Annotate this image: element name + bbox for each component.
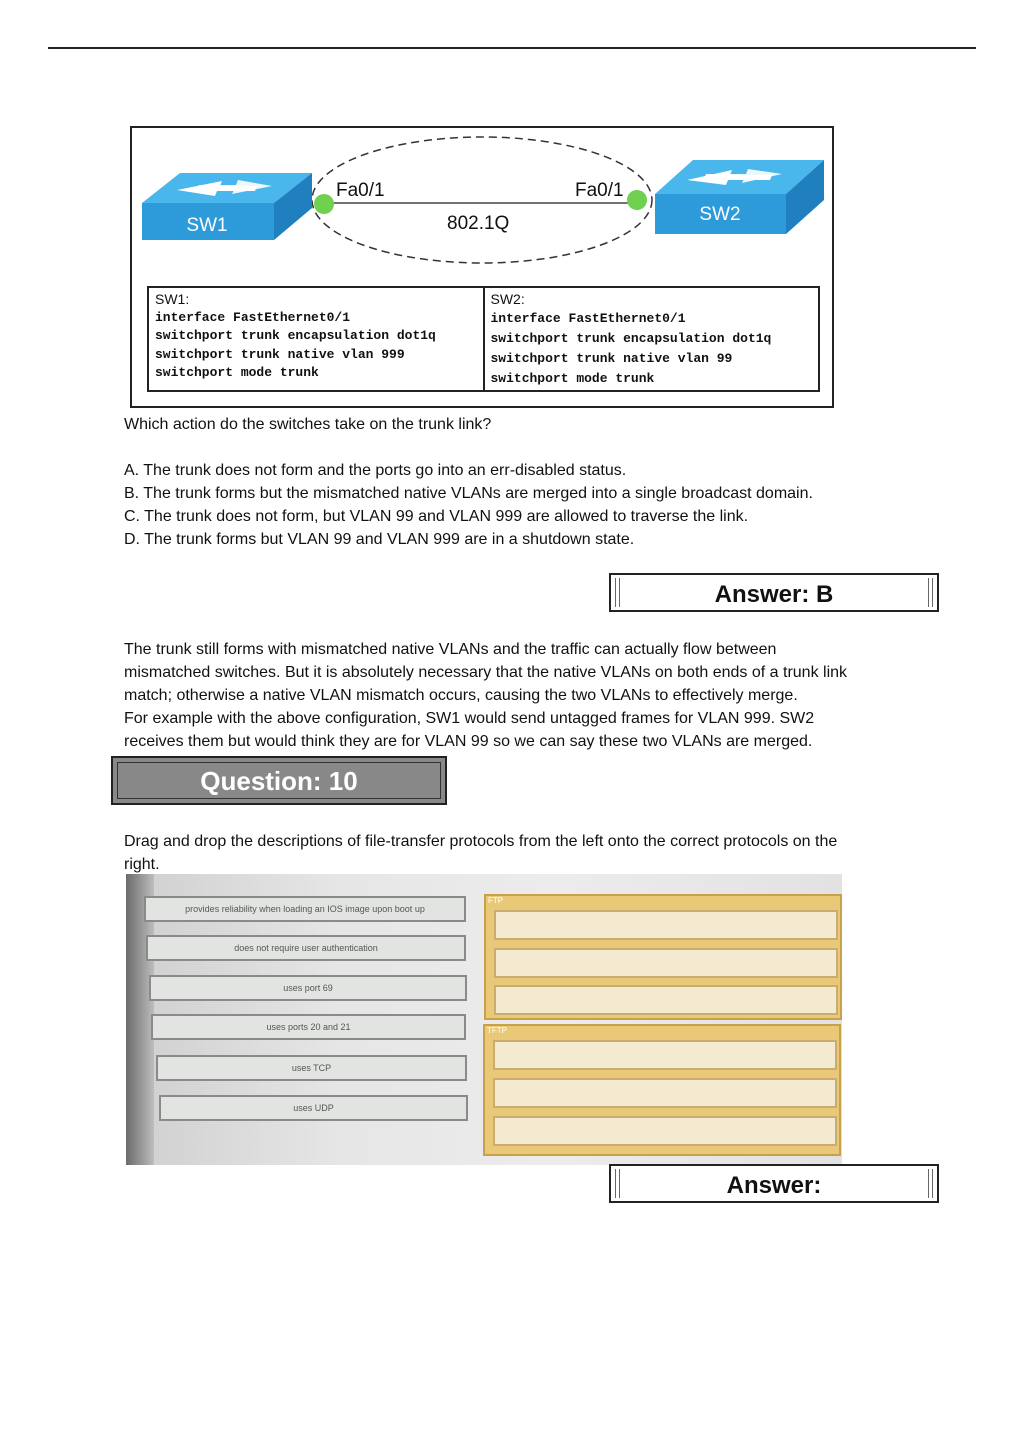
- ftp-zone-label: FTP: [488, 896, 504, 905]
- link-protocol-label: 802.1Q: [447, 213, 510, 234]
- sw1-config-line: switchport trunk native vlan 999: [155, 346, 405, 362]
- sw2-config-line: switchport trunk encapsulation dot1q: [490, 330, 772, 346]
- sw2-label: SW2: [699, 204, 741, 225]
- drop-slot: [494, 948, 838, 978]
- option-c: C. The trunk does not form, but VLAN 99 and VLAN 999 are allowed to traverse the link.: [124, 508, 749, 525]
- port-left-label: Fa0/1: [336, 180, 385, 201]
- drop-slot: [494, 910, 838, 940]
- answer-box: [609, 573, 939, 612]
- explanation-line: mismatched switches. But it is absolutely necessary that the native VLANs on both ends of a trunk link: [124, 664, 848, 681]
- sw2-config-line: switchport mode trunk: [490, 370, 655, 386]
- explanation-line: The trunk still forms with mismatched native VLANs and the traffic can actually flow between: [124, 641, 777, 658]
- sw1-config-line: switchport trunk encapsulation dot1q: [155, 328, 436, 343]
- drop-slot: [493, 1116, 837, 1146]
- tftp-zone-label: TFTP: [487, 1026, 507, 1035]
- drag-instruction-line: right.: [124, 856, 160, 873]
- sw1-label: SW1: [186, 215, 228, 236]
- drag-instructions: [124, 830, 934, 876]
- drop-slot: [493, 1078, 837, 1108]
- topology-drawing: [132, 128, 832, 288]
- description-item: uses ports 20 and 21: [151, 1014, 466, 1040]
- tftp-drop-zone: [483, 1024, 841, 1156]
- sw1-config-title: SW1:: [155, 291, 190, 307]
- header-rule: [48, 47, 976, 49]
- option-b: B. The trunk forms but the mismatched native VLANs are merged into a single broadcast domain.: [124, 485, 813, 502]
- sw1-config-line: switchport mode trunk: [155, 365, 319, 380]
- question-number-banner: [111, 756, 447, 805]
- question-number: Question: 10: [200, 766, 358, 796]
- sw1-port-dot: [314, 194, 334, 214]
- answer-label: Answer: B: [714, 581, 834, 608]
- option-d: D. The trunk forms but VLAN 99 and VLAN 999 are in a shutdown state.: [124, 531, 635, 548]
- port-right-label: Fa0/1: [575, 180, 624, 201]
- sw2-config-line: interface FastEthernet0/1: [490, 310, 686, 326]
- sw2-port-dot: [627, 190, 647, 210]
- drag-instruction-line: Drag and drop the descriptions of file-transfer protocols from the left onto the correct protocols on the: [124, 833, 838, 850]
- sw2-config-title: SW2:: [490, 291, 525, 307]
- drag-drop-photo: [126, 874, 842, 1165]
- question-text: Which action do the switches take on the trunk link?: [124, 416, 492, 433]
- answer-label-2: Answer:: [726, 1172, 822, 1199]
- answer-box-2: [609, 1164, 939, 1203]
- sw2-config-line: switchport trunk native vlan 99: [490, 350, 733, 366]
- description-item: uses port 69: [149, 975, 467, 1001]
- ftp-drop-zone: [484, 894, 842, 1020]
- answer-options: [124, 459, 813, 551]
- sw1-config-column: [149, 288, 483, 390]
- description-item: does not require user authentication: [146, 935, 466, 961]
- trunk-diagram-figure: [130, 126, 834, 408]
- explanation-text: [124, 638, 924, 753]
- sw1-config-line: interface FastEthernet0/1: [155, 309, 351, 325]
- explanation-line: receives them but would think they are for VLAN 99 so we can say these two VLANs are merged.: [124, 733, 813, 750]
- option-a: A. The trunk does not form and the ports go into an err-disabled status.: [124, 462, 627, 479]
- description-item: uses TCP: [156, 1055, 467, 1081]
- description-item: uses UDP: [159, 1095, 468, 1121]
- explanation-line: match; otherwise a native VLAN mismatch occurs, causing the two VLANs to effectively merge.: [124, 687, 798, 704]
- drop-slot: [494, 985, 838, 1015]
- explanation-line: For example with the above configuration, SW1 would send untagged frames for VLAN 999. SW2: [124, 710, 815, 727]
- sw2-config-column: [483, 288, 819, 390]
- config-table: [147, 286, 820, 392]
- drop-slot: [493, 1040, 837, 1070]
- description-item: provides reliability when loading an IOS image upon boot up: [144, 896, 466, 922]
